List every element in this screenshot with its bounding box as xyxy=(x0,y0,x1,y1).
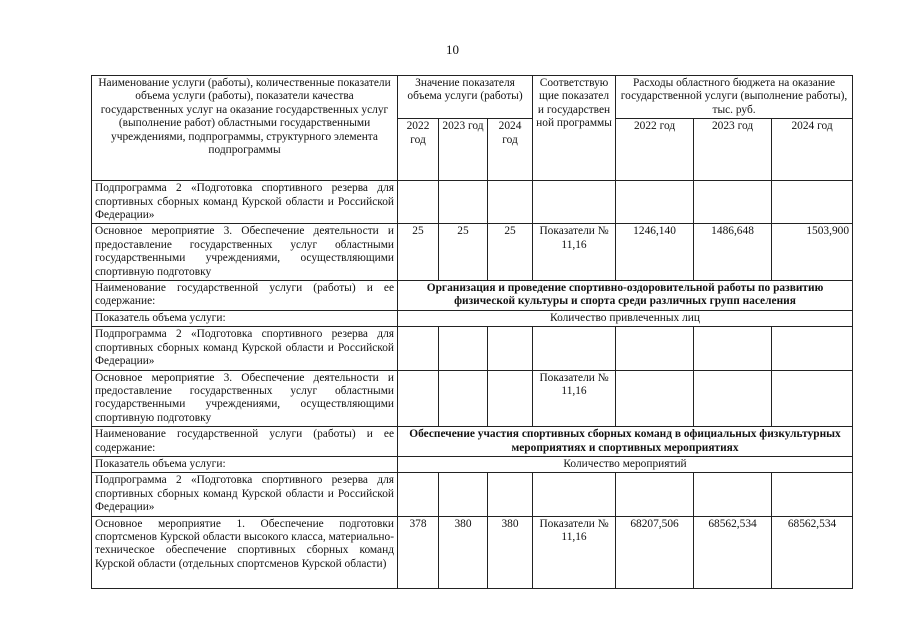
activity-3-expense-2022: 68207,506 xyxy=(616,516,694,588)
service-value-1: Организация и проведение спортивно-оздоровительной работы по развитию физической культуры и спорта среди различных групп населения xyxy=(398,281,853,311)
services-table xyxy=(91,75,853,589)
activity-3-volume-2024: 380 xyxy=(488,516,533,588)
indicator-value-2: Количество мероприятий xyxy=(398,456,853,472)
subprogram-row-2: Подпрограмма 2 «Подготовка спортивного резерва для спортивных сборных команд Курской области и Российской Федерации» xyxy=(92,327,398,370)
activity-1-volume-2022: 25 xyxy=(398,224,439,281)
header-volume-2024: 2024 год xyxy=(488,119,533,181)
activity-1-expense-2022: 1246,140 xyxy=(616,224,694,281)
activity-1-indicators: Показатели № 11,16 xyxy=(533,224,616,281)
header-expenses-2023: 2023 год xyxy=(694,119,772,181)
header-volume-2023: 2023 год xyxy=(439,119,488,181)
indicator-value-1: Количество привлеченных лиц xyxy=(398,310,853,326)
header-expenses-2024: 2024 год xyxy=(772,119,853,181)
header-name: Наименование услуги (работы), количественные показатели объема услуги (работы), показатели качества государственных услуг на оказание государственных услуг (выполнение работ) областными государственными учреждениями, подпрограммы, структурного элемента подпрограммы xyxy=(92,76,398,181)
page-number: 10 xyxy=(446,42,459,57)
activity-3-expense-2023: 68562,534 xyxy=(694,516,772,588)
activity-3-volume-2023: 380 xyxy=(439,516,488,588)
activity-1-expense-2023: 1486,648 xyxy=(694,224,772,281)
header-volume-2022: 2022 год xyxy=(398,119,439,181)
header-expenses: Расходы областного бюджета на оказание государственной услуги (выполнение работы), тыс. руб. xyxy=(616,76,853,119)
indicator-label-2: Показатель объема услуги: xyxy=(92,456,398,472)
service-label-1: Наименование государственной услуги (работы) и ее содержание: xyxy=(92,281,398,311)
activity-3-expense-2024: 68562,534 xyxy=(772,516,853,588)
header-expenses-2022: 2022 год xyxy=(616,119,694,181)
indicator-label-1: Показатель объема услуги: xyxy=(92,310,398,326)
subprogram-row-3: Подпрограмма 2 «Подготовка спортивного резерва для спортивных сборных команд Курской области и Российской Федерации» xyxy=(92,473,398,516)
activity-row-2-name: Основное мероприятие 3. Обеспечение деятельности и предоставление государственных услуг областными государственными учреждениями, осуществляющими спортивную подготовку xyxy=(92,370,398,427)
activity-row-3-name: Основное мероприятие 1. Обеспечение подготовки спортсменов Курской области высокого класса, материально-техническое обеспечение спортивных сборных команд Курской области (отдельных спортсменов Курской области) xyxy=(92,516,398,588)
activity-1-expense-2024: 1503,900 xyxy=(772,224,853,281)
activity-1-volume-2024: 25 xyxy=(488,224,533,281)
service-value-2: Обеспечение участия спортивных сборных команд в официальных физкультурных мероприятиях и спортивных мероприятиях xyxy=(398,427,853,457)
activity-3-indicators: Показатели № 11,16 xyxy=(533,516,616,588)
activity-2-indicators: Показатели № 11,16 xyxy=(533,370,616,427)
service-label-2: Наименование государственной услуги (работы) и ее содержание: xyxy=(92,427,398,457)
header-correspondence: Соответствующие показатели государственной программы xyxy=(533,76,616,181)
subprogram-row-1: Подпрограмма 2 «Подготовка спортивного резерва для спортивных сборных команд Курской области и Российской Федерации» xyxy=(92,181,398,224)
activity-1-volume-2023: 25 xyxy=(439,224,488,281)
header-volume: Значение показателя объема услуги (работы) xyxy=(398,76,533,119)
activity-3-volume-2022: 378 xyxy=(398,516,439,588)
activity-row-1-name: Основное мероприятие 3. Обеспечение деятельности и предоставление государственных услуг областными государственными учреждениями, осуществляющими спортивную подготовку xyxy=(92,224,398,281)
